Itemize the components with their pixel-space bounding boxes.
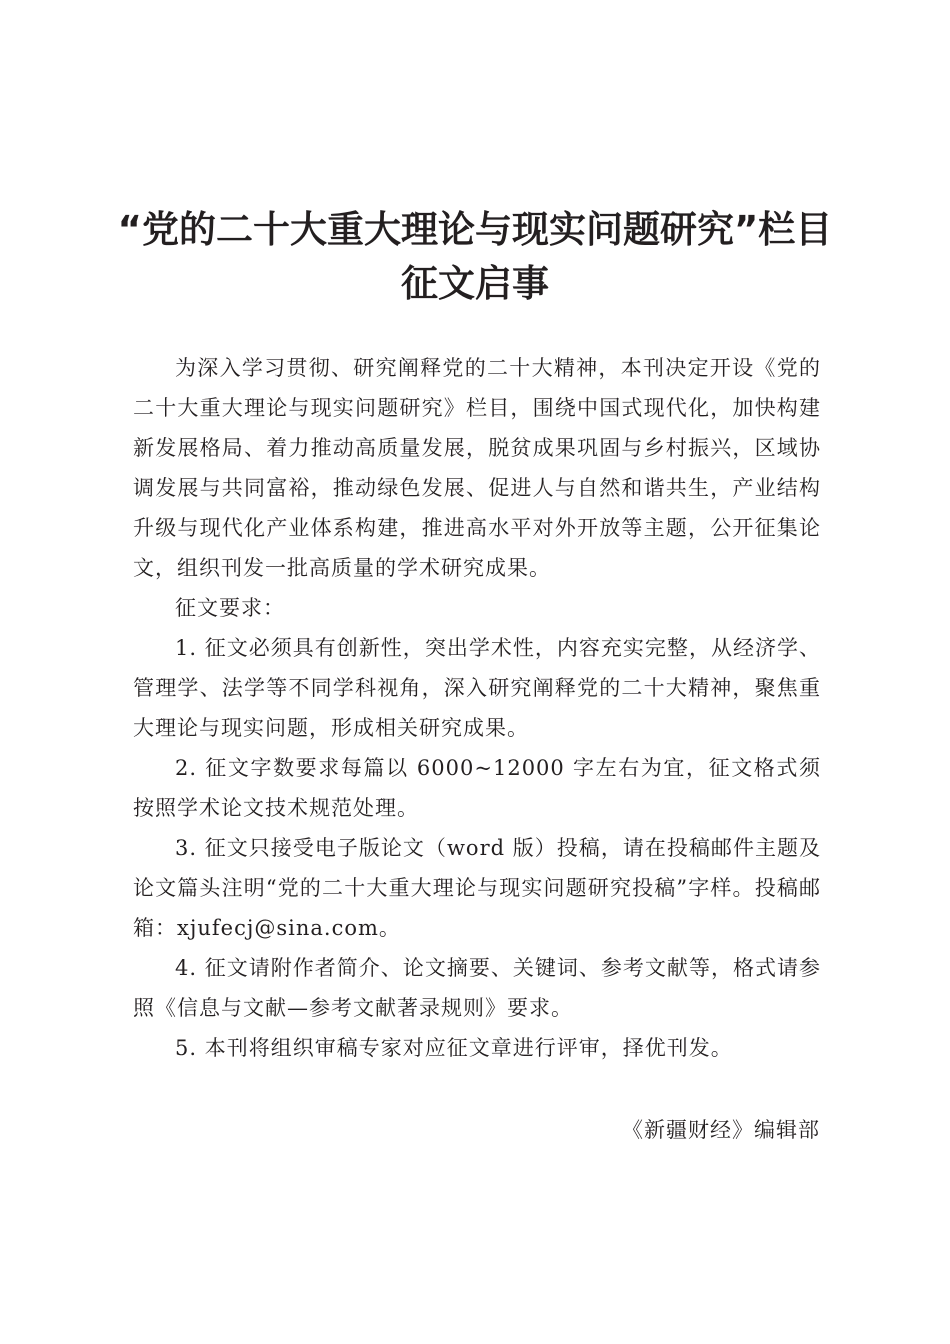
- requirement-item: 3. 征文只接受电子版论文（word 版）投稿，请在投稿邮件主题及论文篇头注明“党的二十大重大理论与现实问题研究投稿”字样。投稿邮箱：xjufecj@sina.com。: [133, 836, 821, 940]
- document-body: [133, 348, 821, 1068]
- requirement-item: 5. 本刊将组织审稿专家对应征文章进行评审，择优刊发。: [175, 1036, 733, 1060]
- requirement-item: 1. 征文必须具有创新性，突出学术性，内容充实完整，从经济学、管理学、法学等不同学科视角，深入研究阐释党的二十大精神，聚焦重大理论与现实问题，形成相关研究成果。: [133, 636, 821, 740]
- requirements-heading: 征文要求：: [175, 596, 285, 620]
- requirement-item: 4. 征文请附作者简介、论文摘要、关键词、参考文献等，格式请参照《信息与文献—参考文献著录规则》要求。: [133, 956, 821, 1020]
- page-subtitle: 征文启事: [401, 262, 549, 305]
- page-title: “党的二十大重大理论与现实问题研究”栏目: [117, 208, 833, 251]
- intro-paragraph: 为深入学习贯彻、研究阐释党的二十大精神，本刊决定开设《党的二十大重大理论与现实问题研究》栏目，围绕中国式现代化，加快构建新发展格局、着力推动高质量发展，脱贫成果巩固与乡村振兴，区域协调发展与共同富裕，推动绿色发展、促进人与自然和谐共生，产业结构升级与现代化产业体系构建，推进高水平对外开放等主题，公开征集论文，组织刊发一批高质量的学术研究成果。: [133, 356, 821, 580]
- requirement-item: 2. 征文字数要求每篇以 6000~12000 字左右为宜，征文格式须按照学术论文技术规范处理。: [133, 756, 821, 820]
- editorial-signature: 《新疆财经》编辑部: [622, 1118, 820, 1142]
